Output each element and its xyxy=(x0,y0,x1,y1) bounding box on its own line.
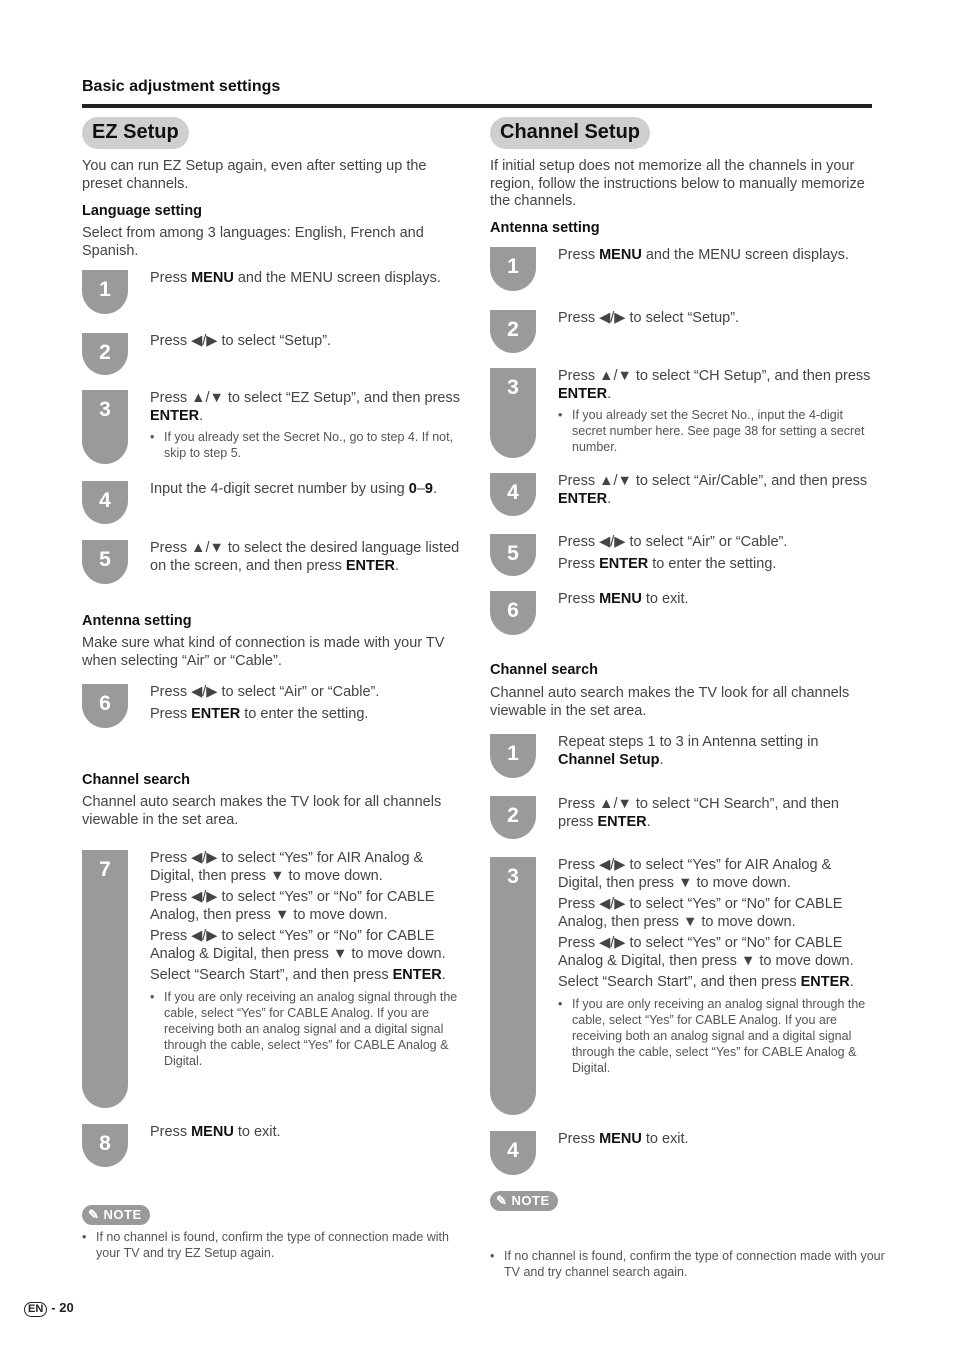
step-number-badge xyxy=(490,734,536,778)
step-line: Press MENU and the MENU screen displays. xyxy=(150,270,441,286)
step-instructions xyxy=(558,857,874,1076)
ez-setup-title: EZ Setup xyxy=(82,117,189,149)
step-number-badge xyxy=(82,481,128,524)
step-instructions xyxy=(150,481,466,503)
step-line: Press ▲/▼ to select “CH Search”, and then press ENTER. xyxy=(558,796,839,830)
language-badge: EN xyxy=(24,1302,47,1317)
step-number: 2 xyxy=(507,804,519,827)
step-instructions xyxy=(150,684,466,727)
step-line: Press MENU to exit. xyxy=(150,1124,281,1140)
cs-channel-heading: Channel search xyxy=(490,662,598,678)
antenna-heading: Antenna setting xyxy=(82,613,192,629)
step-number-badge xyxy=(82,1124,128,1167)
language-text: Select from among 3 languages: English, French and Spanish. xyxy=(82,225,424,259)
step-instructions xyxy=(558,247,874,269)
step-number-badge xyxy=(490,857,536,1115)
ez-note-text: • If no channel is found, confirm the type of connection made with your TV and try EZ Setup again. xyxy=(82,1229,476,1261)
cs-note-text: • If no channel is found, confirm the type of connection made with your TV and try channel search again. xyxy=(490,1248,888,1280)
step-bullet: • If you already set the Secret No., go to step 4. If not, skip to step 5. xyxy=(150,429,466,461)
step-instructions xyxy=(558,591,874,613)
step-line: Press MENU to exit. xyxy=(558,591,689,607)
step-number-badge xyxy=(82,540,128,584)
step-number-badge xyxy=(82,684,128,728)
step-instructions xyxy=(150,1124,466,1146)
step-number: 4 xyxy=(507,481,519,504)
step-number: 3 xyxy=(507,376,519,399)
step-line: Input the 4-digit secret number by using 0–9. xyxy=(150,481,437,497)
step-number: 8 xyxy=(99,1132,111,1155)
step-number: 3 xyxy=(507,865,519,888)
ez-note xyxy=(82,1205,150,1225)
step-line: Press ◀/▶ to select “Setup”. xyxy=(150,333,332,349)
step-instructions xyxy=(150,390,466,461)
step-number: 1 xyxy=(507,742,519,765)
step-number-badge xyxy=(490,473,536,516)
step-instructions xyxy=(558,1131,874,1153)
step-instructions xyxy=(558,368,874,455)
channel-setup-title: Channel Setup xyxy=(490,117,650,149)
step-instructions xyxy=(558,796,874,835)
step-number-badge xyxy=(82,333,128,375)
step-line: Select “Search Start”, and then press ENTER. xyxy=(558,974,854,990)
ez-setup-intro: You can run EZ Setup again, even after setting up the preset channels. xyxy=(82,158,427,192)
step-number-badge xyxy=(490,534,536,576)
step-number: 4 xyxy=(507,1139,519,1162)
step-number-badge xyxy=(490,310,536,353)
step-line: Repeat steps 1 to 3 in Antenna setting in Channel Setup. xyxy=(558,734,819,768)
step-line: Press ▲/▼ to select the desired language listed on the screen, and then press ENTER. xyxy=(150,540,460,574)
section-label: Basic adjustment settings xyxy=(82,78,281,95)
step-line: Press ◀/▶ to select “Yes” or “No” for CABLE Analog & Digital, then press ▼ to move down. xyxy=(150,928,446,962)
step-line: Press ▲/▼ to select “EZ Setup”, and then press ENTER. xyxy=(150,390,460,424)
step-line: Press ◀/▶ to select “Yes” or “No” for CABLE Analog, then press ▼ to move down. xyxy=(558,896,843,930)
page-number: - 20 xyxy=(51,1300,74,1315)
step-instructions xyxy=(558,534,874,577)
channel-search-text: Channel auto search makes the TV look for all channels viewable in the set area. xyxy=(82,794,442,828)
channel-setup-intro: If initial setup does not memorize all the channels in your region, follow the instructions below to manually memorize the channels. xyxy=(490,158,865,209)
step-number-badge xyxy=(490,796,536,839)
step-line: Press ▲/▼ to select “Air/Cable”, and then press ENTER. xyxy=(558,473,868,507)
language-heading: Language setting xyxy=(82,203,203,219)
step-number: 6 xyxy=(507,599,519,622)
step-line: Press ▲/▼ to select “CH Setup”, and then press ENTER. xyxy=(558,368,871,402)
cs-channel-text: Channel auto search makes the TV look for all channels viewable in the set area. xyxy=(490,685,850,719)
step-instructions xyxy=(150,270,466,292)
step-line: Select “Search Start”, and then press ENTER. xyxy=(150,967,446,983)
step-line: Press MENU to exit. xyxy=(558,1131,689,1147)
cs-antenna-heading: Antenna setting xyxy=(490,220,600,236)
antenna-text: Make sure what kind of connection is made with your TV when selecting “Air” or “Cable”. xyxy=(82,635,445,669)
step-line: Press ◀/▶ to select “Setup”. xyxy=(558,310,740,326)
note-badge: ✎ NOTE xyxy=(490,1191,558,1211)
step-number: 6 xyxy=(99,692,111,715)
step-line: Press ◀/▶ to select “Yes” for AIR Analog & Digital, then press ▼ to move down. xyxy=(150,850,424,884)
step-line: Press ◀/▶ to select “Yes” or “No” for CABLE Analog & Digital, then press ▼ to move down. xyxy=(558,935,854,969)
step-number-badge xyxy=(490,247,536,291)
note-badge: ✎ NOTE xyxy=(82,1205,150,1225)
step-instructions xyxy=(150,850,466,1069)
step-instructions xyxy=(558,734,874,773)
step-bullet: • If you are only receiving an analog signal through the cable, select “Yes” for CABLE Analog. If you are receiving both an analog signal and a digital signal through the cable, select “Yes” for CABLE Analog & Digital. xyxy=(150,989,466,1069)
step-number: 4 xyxy=(99,489,111,512)
step-line: Press ◀/▶ to select “Air” or “Cable”. xyxy=(150,684,380,700)
step-bullet: • If you already set the Secret No., input the 4-digit secret number here. See page 38 for setting a secret number. xyxy=(558,407,874,455)
step-number: 2 xyxy=(507,318,519,341)
step-number: 3 xyxy=(99,398,111,421)
step-line: Press ENTER to enter the setting. xyxy=(558,555,777,572)
step-number: 1 xyxy=(507,255,519,278)
step-instructions xyxy=(150,540,466,579)
step-number: 7 xyxy=(99,858,111,881)
cs-note xyxy=(490,1191,558,1211)
step-number: 2 xyxy=(99,341,111,364)
step-number-badge xyxy=(82,390,128,464)
step-bullet: • If you are only receiving an analog signal through the cable, select “Yes” for CABLE Analog. If you are receiving both an analog signal and a digital signal through the cable, select “Yes” for CABLE Analog & Digital. xyxy=(558,996,874,1076)
step-number: 1 xyxy=(99,278,111,301)
step-number-badge xyxy=(82,270,128,314)
step-number-badge xyxy=(490,591,536,635)
step-number-badge xyxy=(490,368,536,458)
step-instructions xyxy=(558,473,874,512)
step-number-badge xyxy=(82,850,128,1108)
step-instructions xyxy=(150,333,466,355)
step-line: Press MENU and the MENU screen displays. xyxy=(558,247,849,263)
step-instructions xyxy=(558,310,874,332)
page-footer xyxy=(24,1300,74,1317)
channel-search-heading: Channel search xyxy=(82,772,190,788)
header-rule xyxy=(82,104,872,108)
step-line: Press ◀/▶ to select “Air” or “Cable”. xyxy=(558,534,788,550)
step-number-badge xyxy=(490,1131,536,1175)
step-line: Press ◀/▶ to select “Yes” for AIR Analog & Digital, then press ▼ to move down. xyxy=(558,857,832,891)
step-number: 5 xyxy=(99,548,111,571)
step-line: Press ◀/▶ to select “Yes” or “No” for CABLE Analog, then press ▼ to move down. xyxy=(150,889,435,923)
step-line: Press ENTER to enter the setting. xyxy=(150,705,369,722)
step-number: 5 xyxy=(507,542,519,565)
